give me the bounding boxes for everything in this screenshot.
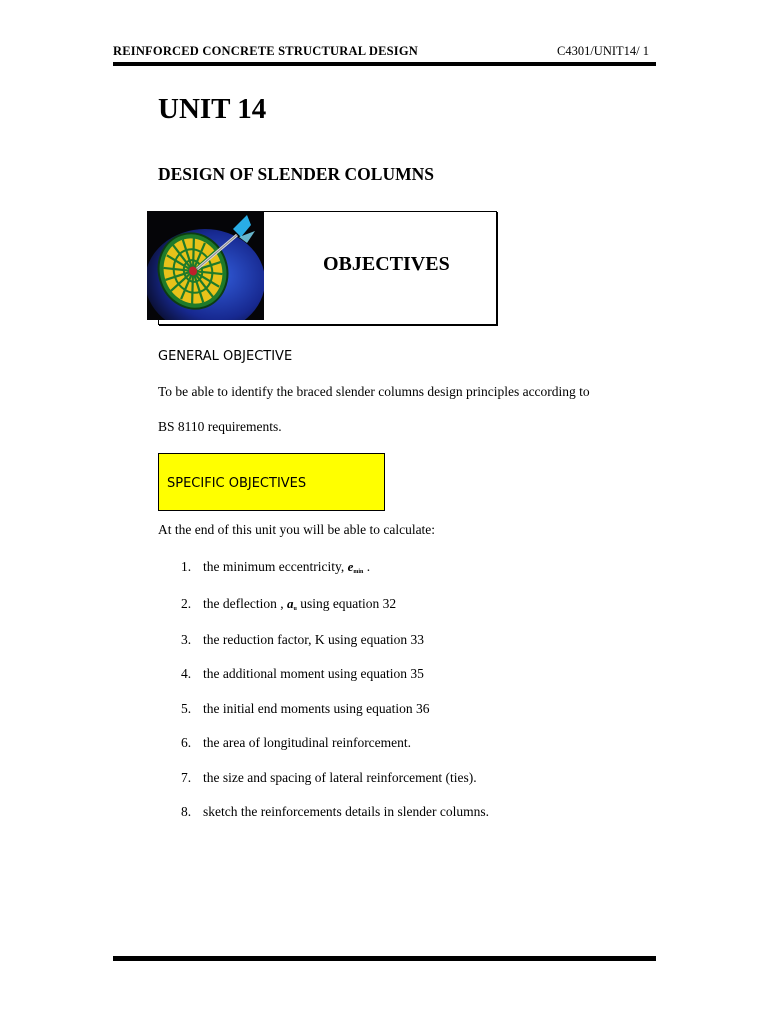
list-item-suffix: .	[363, 559, 371, 574]
list-item	[203, 559, 370, 575]
list-item: the reduction factor, K using equation 33	[203, 632, 425, 647]
list-item-number: 5.	[181, 701, 192, 716]
list-item	[203, 596, 396, 612]
general-objective-heading: GENERAL OBJECTIVE	[158, 349, 293, 364]
unit-title: UNIT 14	[158, 93, 267, 125]
list-item: the additional moment using equation 35	[203, 666, 424, 681]
header-rule	[113, 62, 656, 66]
list-item-number: 3.	[181, 632, 192, 647]
deflection-symbol: $a_u$	[286, 596, 297, 612]
list-item-number: 4.	[181, 666, 192, 681]
list-item: the size and spacing of lateral reinforcement (ties).	[203, 770, 477, 785]
list-item-number: 1.	[181, 559, 192, 574]
list-item-number: 8.	[181, 804, 192, 819]
general-objective-text-line2: BS 8110 requirements.	[158, 419, 282, 434]
dartboard-target-icon	[147, 211, 264, 320]
general-objective-text-line1: To be able to identify the braced slender columns design principles according to	[158, 384, 590, 399]
footer-rule	[113, 956, 656, 961]
objectives-heading: OBJECTIVES	[323, 253, 450, 275]
list-item: sketch the reinforcements details in slender columns.	[203, 804, 490, 819]
list-item-text: the minimum eccentricity,	[203, 559, 348, 574]
list-item-number: 7.	[181, 770, 192, 785]
list-item-number: 6.	[181, 735, 192, 750]
list-item: the area of longitudinal reinforcement.	[203, 735, 412, 750]
page-reference: C4301/UNIT14/ 1	[557, 44, 650, 58]
specific-objectives-lead: At the end of this unit you will be able to calculate:	[158, 522, 436, 537]
list-item-text: the deflection ,	[203, 596, 287, 611]
course-title: REINFORCED CONCRETE STRUCTURAL DESIGN	[113, 44, 419, 58]
list-item-number: 2.	[181, 596, 192, 611]
list-item-suffix: using equation 32	[296, 596, 397, 611]
list-item: the initial end moments using equation 36	[203, 701, 430, 716]
eccentricity-symbol: $e_{min}$	[347, 559, 364, 575]
unit-subtitle: DESIGN OF SLENDER COLUMNS	[158, 164, 434, 184]
specific-objectives-heading: SPECIFIC OBJECTIVES	[167, 476, 307, 491]
